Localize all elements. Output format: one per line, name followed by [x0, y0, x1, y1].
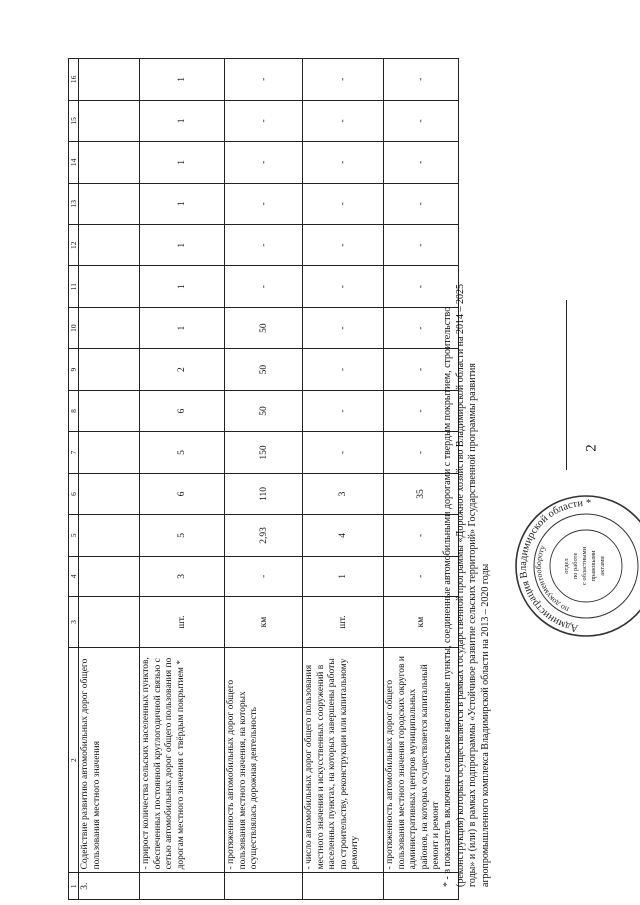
value-cell: 1 — [140, 59, 225, 101]
value-cell — [79, 142, 140, 183]
value-cell: - — [303, 307, 384, 348]
table-row — [79, 59, 140, 900]
value-cell: 50 — [225, 349, 303, 390]
unit-cell: км — [384, 597, 459, 648]
footnote: * - в показатель включены сельские населенные пункты, соединенные автомобильными дорогами с твердым покрытием, строительство (реконструкция) которых осуществляется в рамках государственной программы «Дорожное хозяйство Владимирской области на 2014 – 2025 годы» и (или) в рамках подпрограммы «Устойчивое развитие сельских территорий» Государственной программы развития агропромышленного комплекса Владимирской области на 2013 – 2020 годы — [442, 284, 491, 887]
column-number-15: 15 — [69, 100, 79, 141]
column-number-10: 10 — [69, 307, 79, 348]
value-cell — [79, 100, 140, 141]
column-number-14: 14 — [69, 142, 79, 183]
indicator-name: - протяженность автомобильных дорог общего пользования местного значения, на которых осуществлялась дорожная деятельность — [225, 648, 303, 873]
value-cell: 35 — [384, 473, 459, 514]
value-cell: - — [225, 183, 303, 224]
value-cell: 110 — [225, 473, 303, 514]
indicator-name: - протяженность автомобильных дорог общего пользования местного значения городских округов и административных центров муниципальных районов, на которых осуществляется капитальный ремонт и ремонт — [384, 648, 459, 873]
value-cell: - — [303, 59, 384, 101]
value-cell: - — [303, 142, 384, 183]
column-number-4: 4 — [69, 556, 79, 596]
value-cell: 4 — [303, 515, 384, 556]
value-cell — [79, 556, 140, 596]
value-cell — [79, 349, 140, 390]
value-cell: 1 — [140, 142, 225, 183]
value-cell — [79, 390, 140, 431]
value-cell: - — [303, 100, 384, 141]
column-number-11: 11 — [69, 266, 79, 307]
column-number-row — [69, 59, 79, 900]
value-cell: 1 — [140, 224, 225, 265]
column-number-2: 2 — [69, 648, 79, 873]
column-number-16: 16 — [69, 59, 79, 101]
value-cell — [79, 59, 140, 101]
indicator-name: - прирост количества сельских населенных пунктов, обеспеченных постоянной круглогодичной связью с сетью автомобильных дорог общего пользования по дорогам местного значения с твёрдым покрытием * — [140, 648, 225, 873]
table-row — [225, 59, 303, 900]
value-cell: 3 — [303, 473, 384, 514]
column-number-13: 13 — [69, 183, 79, 224]
seal-inner-line: с областными — [581, 546, 588, 586]
row-number — [303, 873, 384, 900]
value-cell: - — [225, 142, 303, 183]
value-cell: 150 — [225, 432, 303, 473]
page-number: 2 — [583, 444, 600, 452]
column-number-5: 5 — [69, 515, 79, 556]
unit-cell: км — [225, 597, 303, 648]
value-cell: - — [225, 556, 303, 596]
seal-inner-line: правовыми — [590, 550, 597, 582]
indicator-name: - число автомобильных дорог общего пользования местного значения и искусственных сооружений в населенных пунктах, на которых завершены работы по строительству, реконструкции или капитальному ремонту — [303, 648, 384, 873]
seal-inner-line: отдел — [563, 558, 570, 574]
value-cell: - — [384, 432, 459, 473]
value-cell: - — [384, 390, 459, 431]
value-cell — [79, 432, 140, 473]
signature-stroke — [566, 300, 567, 470]
value-cell: 1 — [303, 556, 384, 596]
column-number-12: 12 — [69, 224, 79, 265]
value-cell: - — [384, 142, 459, 183]
column-number-7: 7 — [69, 432, 79, 473]
value-cell — [79, 307, 140, 348]
column-number-6: 6 — [69, 473, 79, 514]
value-cell: - — [384, 100, 459, 141]
value-cell: - — [384, 224, 459, 265]
unit-cell: шт. — [303, 597, 384, 648]
value-cell: 6 — [140, 390, 225, 431]
unit-cell — [79, 597, 140, 648]
value-cell: 6 — [140, 473, 225, 514]
column-number-3: 3 — [69, 597, 79, 648]
value-cell — [79, 224, 140, 265]
column-number-1: 1 — [69, 873, 79, 900]
value-cell: 1 — [140, 183, 225, 224]
row-number — [225, 873, 303, 900]
value-cell: 5 — [140, 432, 225, 473]
value-cell: - — [225, 59, 303, 101]
value-cell — [79, 183, 140, 224]
seal-middle-text: по документообороту — [533, 543, 571, 615]
value-cell: - — [303, 266, 384, 307]
value-cell: 2 — [140, 349, 225, 390]
value-cell: - — [384, 307, 459, 348]
table-row — [303, 59, 384, 900]
value-cell: - — [384, 515, 459, 556]
indicator-name: Содействие развитию автомобильных дорог общего пользования местного значения — [79, 648, 140, 873]
value-cell: 1 — [140, 307, 225, 348]
value-cell: - — [303, 390, 384, 431]
value-cell: 2,93 — [225, 515, 303, 556]
value-cell — [79, 266, 140, 307]
unit-cell: шт. — [140, 597, 225, 648]
value-cell: - — [225, 266, 303, 307]
value-cell: - — [384, 59, 459, 101]
value-cell: 5 — [140, 515, 225, 556]
value-cell: - — [303, 432, 384, 473]
value-cell: 1 — [140, 100, 225, 141]
seal-outer-text: Администрация Владимирской области * — [517, 497, 592, 634]
value-cell: 3 — [140, 556, 225, 596]
value-cell: - — [384, 349, 459, 390]
value-cell: 50 — [225, 390, 303, 431]
indicators-table — [68, 58, 459, 900]
seal-inner-line: по работе — [572, 552, 579, 580]
value-cell: - — [384, 183, 459, 224]
value-cell: - — [225, 100, 303, 141]
value-cell: - — [303, 183, 384, 224]
value-cell: - — [225, 224, 303, 265]
value-cell: - — [303, 224, 384, 265]
official-seal — [512, 492, 640, 640]
value-cell: 1 — [140, 266, 225, 307]
value-cell: - — [384, 266, 459, 307]
value-cell: - — [384, 556, 459, 596]
table-row — [140, 59, 225, 900]
value-cell: 50 — [225, 307, 303, 348]
column-number-8: 8 — [69, 390, 79, 431]
seal-inner-line: актами — [599, 556, 606, 576]
row-number: 3. — [79, 873, 140, 900]
column-number-9: 9 — [69, 349, 79, 390]
value-cell — [79, 515, 140, 556]
value-cell — [79, 473, 140, 514]
value-cell: - — [303, 349, 384, 390]
row-number — [140, 873, 225, 900]
